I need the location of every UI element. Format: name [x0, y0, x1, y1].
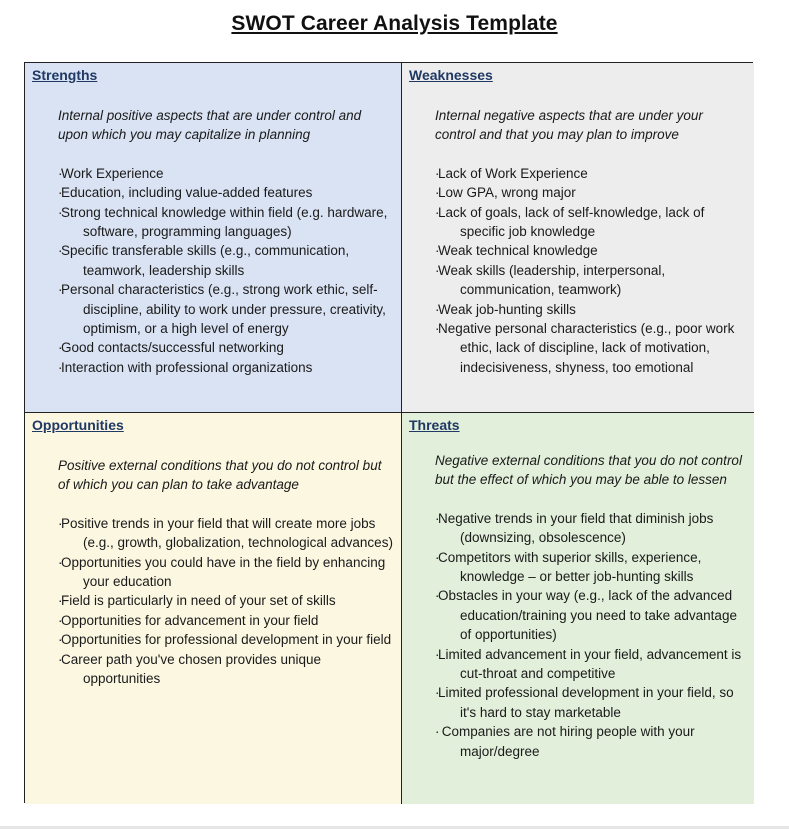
weaknesses-heading: Weaknesses: [409, 67, 493, 83]
strengths-item: · Good contacts/successful networking: [58, 338, 393, 357]
opportunities-item: · Opportunities you could have in the field by enhancing your education: [58, 553, 393, 592]
opportunities-heading: Opportunities: [32, 417, 124, 433]
opportunities-item: · Opportunities for professional development in your field: [58, 630, 393, 649]
strengths-heading: Strengths: [32, 67, 98, 83]
strengths-list: [58, 164, 393, 377]
weaknesses-item: · Weak job-hunting skills: [435, 300, 746, 319]
threats-description: Negative external conditions that you do not control but the effect of which you may be able to lessen: [435, 453, 742, 488]
weaknesses-item: · Lack of goals, lack of self-knowledge, lack of specific job knowledge: [435, 203, 746, 242]
threats-quadrant: [402, 413, 754, 804]
threats-list: [435, 509, 746, 761]
opportunities-quadrant: [25, 413, 402, 804]
threats-item: · Limited professional development in your field, so it's hard to stay marketable: [435, 683, 746, 722]
strengths-item: · Specific transferable skills (e.g., communication, teamwork, leadership skills: [58, 241, 393, 280]
weaknesses-item: · Weak skills (leadership, interpersonal, communication, teamwork): [435, 261, 746, 300]
strengths-item: · Interaction with professional organizations: [58, 358, 393, 377]
threats-item: · Companies are not hiring people with your major/degree: [435, 722, 746, 761]
strengths-item: · Personal characteristics (e.g., strong work ethic, self-discipline, ability to work under pressure, creativity, optimism, or a high level of energy: [58, 280, 393, 338]
threats-item: · Obstacles in your way (e.g., lack of the advanced education/training you need to take advantage of opportunities): [435, 586, 746, 644]
swot-grid: [24, 62, 753, 803]
weaknesses-item: · Weak technical knowledge: [435, 241, 746, 260]
weaknesses-item: · Negative personal characteristics (e.g., poor work ethic, lack of discipline, lack of motivation, indecisiveness, shyness, too emotional: [435, 319, 746, 377]
strengths-item: · Strong technical knowledge within field (e.g. hardware, software, programming languages): [58, 203, 393, 242]
weaknesses-item: · Low GPA, wrong major: [435, 183, 746, 202]
threats-item: · Negative trends in your field that diminish jobs (downsizing, obsolescence): [435, 509, 746, 548]
threats-item: · Limited advancement in your field, advancement is cut-throat and competitive: [435, 645, 746, 684]
opportunities-description: Positive external conditions that you do not control but of which you can plan to take advantage: [58, 458, 382, 493]
opportunities-item: · Field is particularly in need of your set of skills: [58, 591, 393, 610]
strengths-description: Internal positive aspects that are under control and upon which you may capitalize in planning: [58, 108, 362, 143]
weaknesses-quadrant: [402, 63, 754, 413]
weaknesses-list: [435, 164, 746, 377]
strengths-quadrant: [25, 63, 402, 413]
strengths-item: · Work Experience: [58, 164, 393, 183]
page-title: SWOT Career Analysis Template: [231, 12, 558, 35]
threats-heading: Threats: [409, 417, 460, 433]
opportunities-list: [58, 514, 393, 689]
opportunities-item: · Opportunities for advancement in your field: [58, 611, 393, 630]
threats-item: · Competitors with superior skills, experience, knowledge – or better job-hunting skills: [435, 548, 746, 587]
opportunities-item: · Positive trends in your field that will create more jobs (e.g., growth, globalization, technological advances): [58, 514, 393, 553]
opportunities-item: · Career path you've chosen provides unique opportunities: [58, 650, 393, 689]
weaknesses-description: Internal negative aspects that are under your control and that you may plan to improve: [435, 108, 703, 143]
strengths-item: · Education, including value-added features: [58, 183, 393, 202]
weaknesses-item: · Lack of Work Experience: [435, 164, 746, 183]
